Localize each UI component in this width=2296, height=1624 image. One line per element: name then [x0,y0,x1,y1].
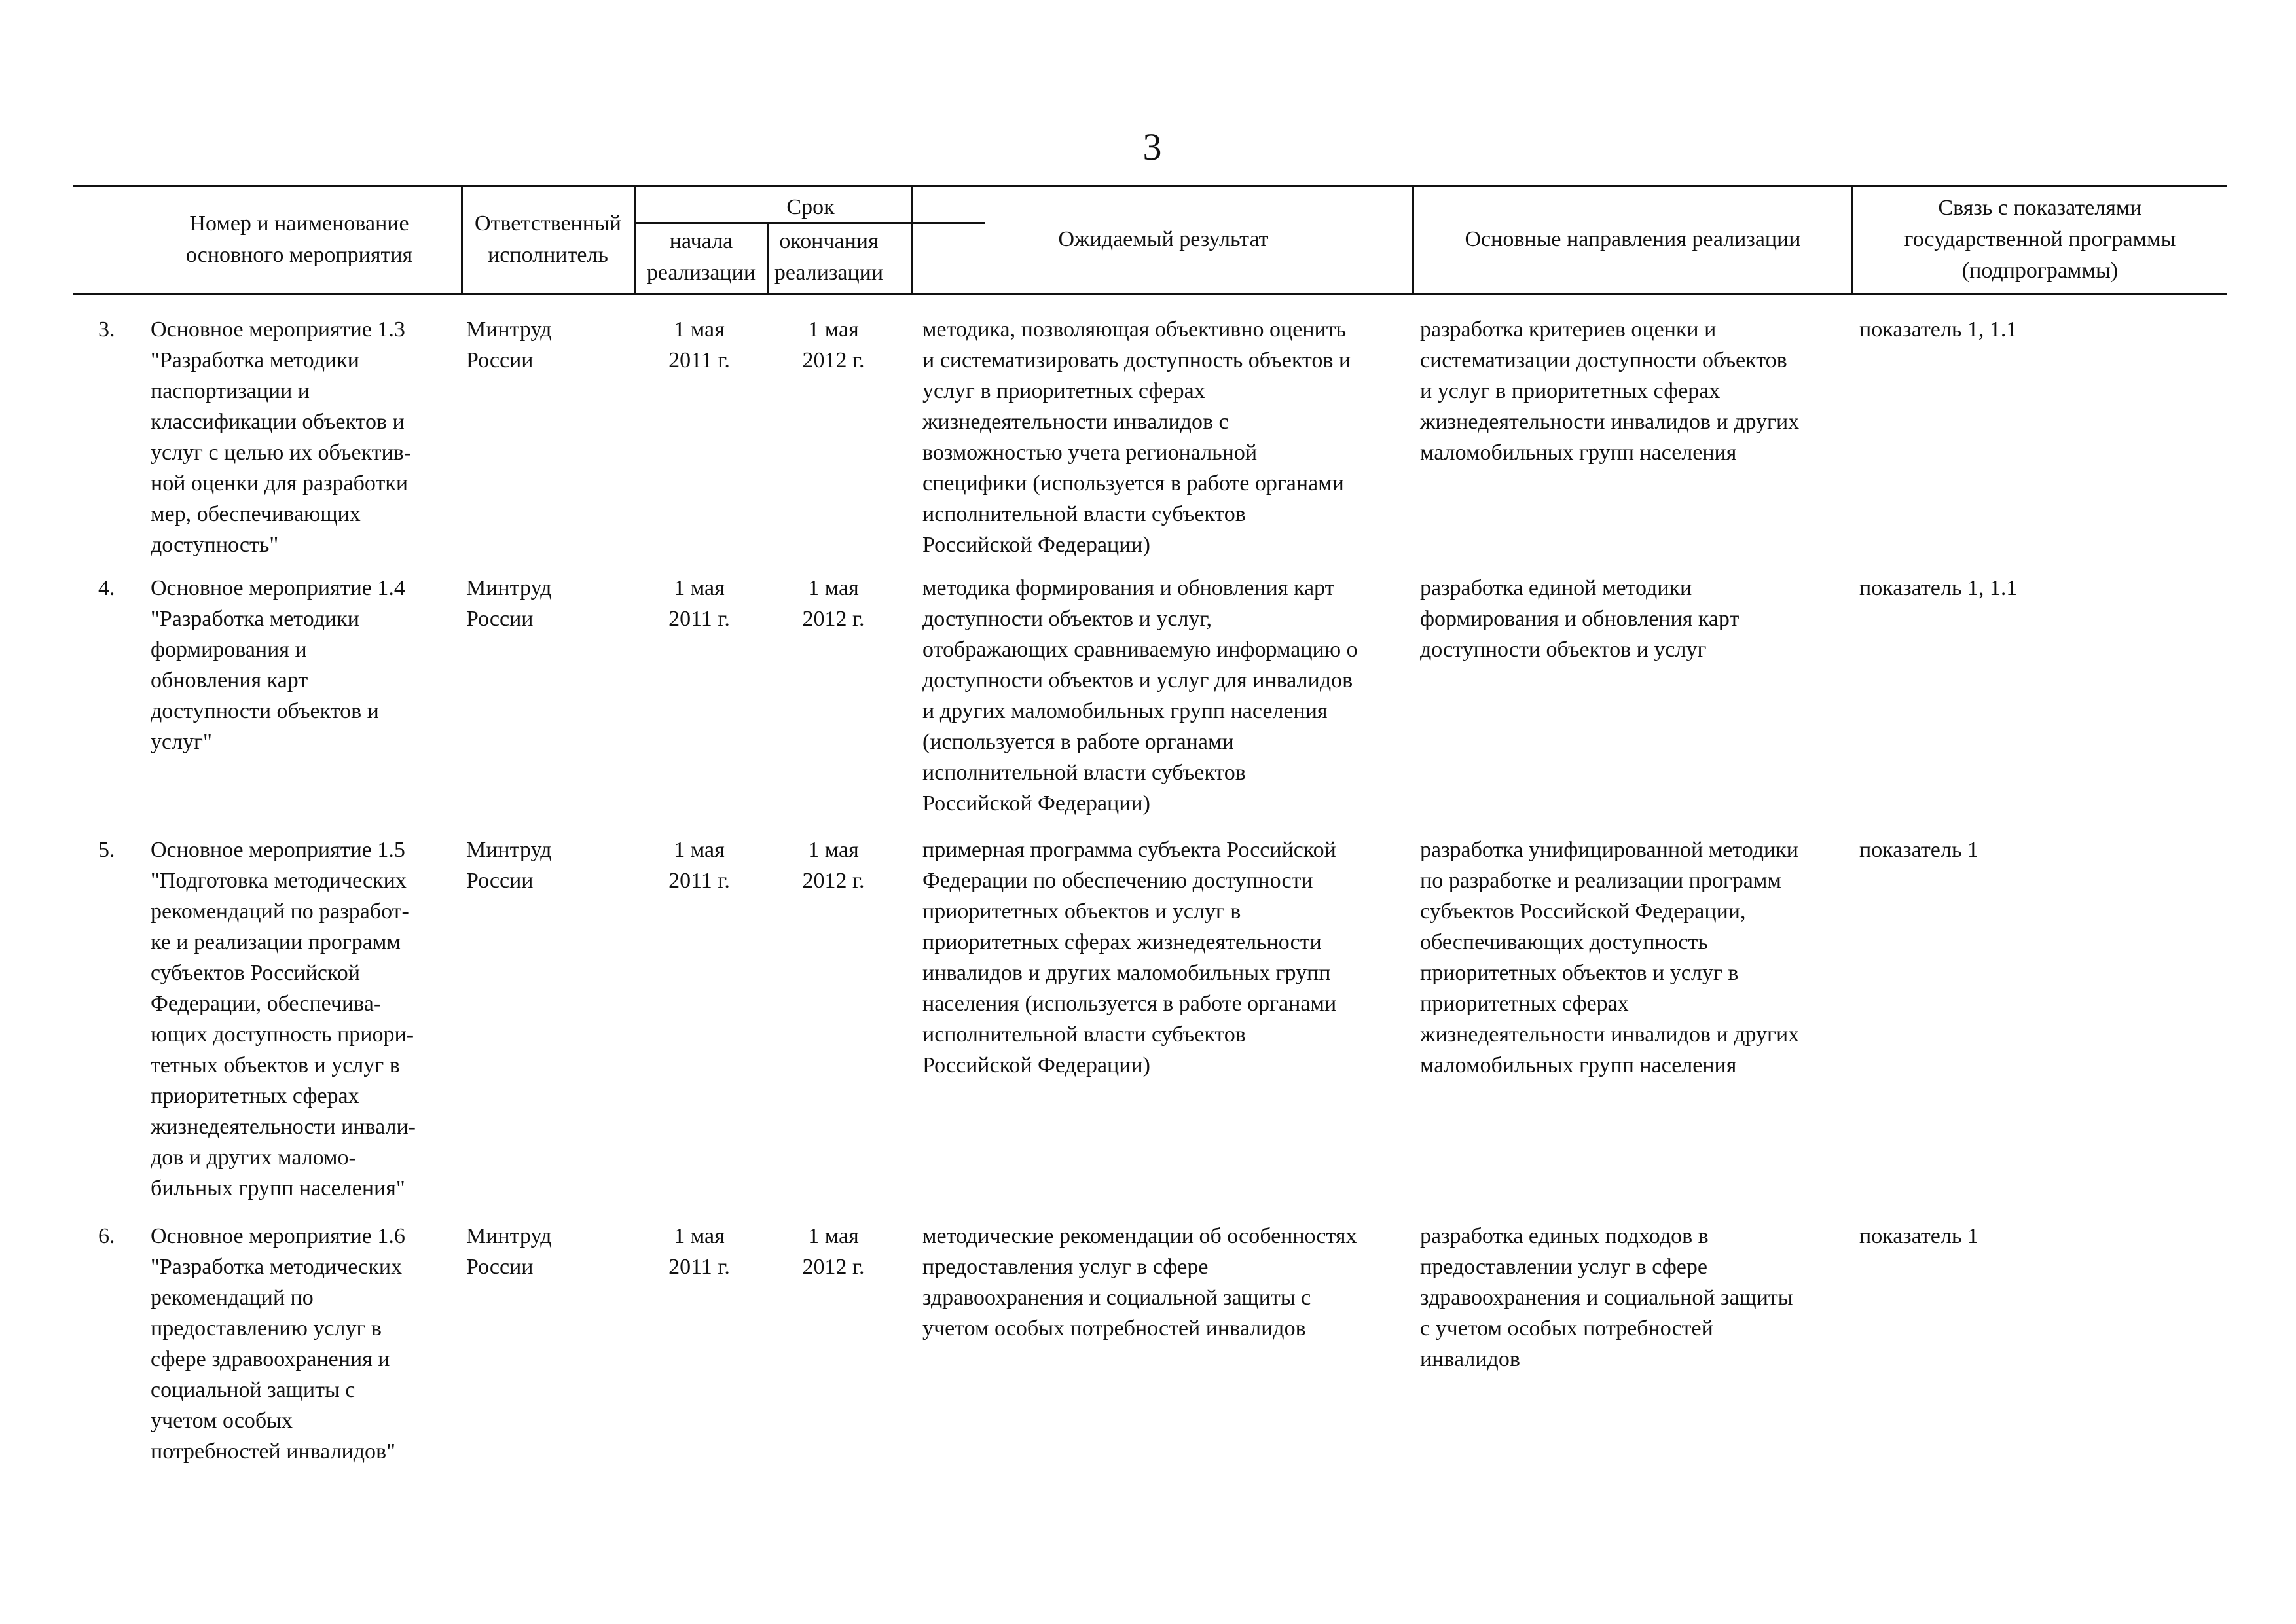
expected-result-line: услуг в приоритетных сферах [922,379,1205,403]
activity-name-line: Основное мероприятие 1.6 [151,1224,405,1248]
directions-line: приоритетных сферах [1420,992,1629,1016]
expected-result-line: жизнедеятельности инвалидов с [922,410,1229,434]
row-number: 6. [98,1224,115,1248]
expected-result-line: специфики (используется в работе органами [922,471,1344,496]
activity-name-line: "Разработка методики [151,348,359,372]
end-date-line: 2012 г. [802,607,865,631]
header-start-line: начала [669,229,733,253]
expected-result-line: методика формирования и обновления карт [922,576,1335,600]
directions-line: формирования и обновления карт [1420,607,1740,631]
header-indicators-line: Связь с показателями [1938,196,2142,220]
activity-name-line: сфере здравоохранения и [151,1347,390,1371]
activity-name-line: "Разработка методики [151,607,359,631]
activity-name-line: дов и других маломо- [151,1146,356,1170]
start-date-line: 2011 г. [668,869,730,893]
activity-name-line: паспортизации и [151,379,310,403]
executor-line: России [466,607,534,631]
activity-name-line: обновления карт [151,668,308,693]
start-date [638,835,761,896]
expected-result [922,573,1408,819]
program-indicators: показатель 1, 1.1 [1859,317,2018,342]
implementation-directions [1420,835,1851,1081]
activity-name-line: Основное мероприятие 1.4 [151,576,405,600]
expected-result [922,314,1408,560]
header-divider [767,222,769,293]
program-indicators: показатель 1 [1859,1224,1978,1248]
implementation-directions [1420,1221,1851,1375]
start-date [638,573,761,634]
activity-name-line: ной оценки для разработки [151,471,409,496]
end-date-line: 1 мая [808,317,859,342]
program-indicators: показатель 1 [1859,838,1978,862]
directions-line: разработка единых подходов в [1420,1224,1709,1248]
implementation-directions [1420,314,1851,468]
header-term: Срок [786,195,835,219]
header-executor [463,187,633,293]
activity-name-line: формирования и [151,638,307,662]
activity-name-line: приоритетных сферах [151,1084,359,1108]
expected-result-line: населения (используется в работе органами [922,992,1337,1016]
page-number: 3 [1142,126,1162,168]
activity-name-line: "Разработка методических [151,1255,403,1279]
expected-result-line: примерная программа субъекта Российской [922,838,1336,862]
directions-line: разработка единой методики [1420,576,1692,600]
responsible-executor [466,1221,597,1282]
expected-result-line: исполнительной власти субъектов [922,1022,1246,1047]
activity-name-line: социальной защиты с [151,1378,355,1402]
start-date-line: 2011 г. [668,348,730,372]
start-date-line: 1 мая [674,838,725,862]
expected-result-line: предоставления услуг в сфере [922,1255,1209,1279]
expected-result-line: Российской Федерации) [922,1053,1150,1077]
end-date [773,835,894,896]
directions-line: маломобильных групп населения [1420,441,1737,465]
start-date-line: 1 мая [674,576,725,600]
header-start [636,226,766,289]
expected-result-line: доступности объектов и услуг для инвалидов [922,668,1353,693]
directions-line: жизнедеятельности инвалидов и других [1420,1022,1800,1047]
activity-name-line: услуг с целью их объектив- [151,441,412,465]
directions-line: доступности объектов и услуг [1420,638,1707,662]
expected-result-line: инвалидов и других маломобильных групп [922,961,1331,985]
activity-name [151,1221,452,1467]
header-divider [634,187,636,293]
directions-line: разработка унифицированной методики [1420,838,1798,862]
directions-line: с учетом особых потребностей [1420,1316,1713,1341]
header-name [132,187,466,293]
directions-line: по разработке и реализации программ [1420,869,1781,893]
executor-line: России [466,1255,534,1279]
header-name-line: Номер и наименование [189,211,409,236]
expected-result-line: Федерации по обеспечению доступности [922,869,1313,893]
expected-result-line: и систематизировать доступность объектов и [922,348,1351,372]
header-indicators-line: государственной программы [1904,227,2176,251]
end-date [773,314,894,376]
activity-name-line: ющих доступность приори- [151,1022,414,1047]
end-date-line: 2012 г. [802,1255,865,1279]
activity-name-line: бильных групп населения" [151,1176,405,1200]
start-date [638,314,761,376]
expected-result-line: Российской Федерации) [922,533,1150,557]
activity-name-line: жизнедеятельности инвали- [151,1115,416,1139]
end-date [773,1221,894,1282]
directions-line: обеспечивающих доступность [1420,930,1708,954]
expected-result-line: исполнительной власти субъектов [922,502,1246,526]
activity-name-line: классификации объектов и [151,410,405,434]
directions-line: систематизации доступности объектов [1420,348,1787,372]
header-executor-line: исполнитель [488,243,608,267]
end-date-line: 2012 г. [802,348,865,372]
implementation-directions [1420,573,1851,665]
expected-result-line: и других маломобильных групп населения [922,699,1328,723]
directions-line: здравоохранения и социальной защиты [1420,1286,1793,1310]
expected-result [922,1221,1408,1344]
expected-result-line: отображающих сравниваемую информацию о [922,638,1358,662]
expected-result-line: учетом особых потребностей инвалидов [922,1316,1306,1341]
activity-name-line: Федерации, обеспечива- [151,992,382,1016]
expected-result-line: здравоохранения и социальной защиты с [922,1286,1311,1310]
activity-name-line: услуг" [151,730,212,754]
end-date [773,573,894,634]
responsible-executor [466,573,597,634]
activity-name-line: рекомендаций по разработ- [151,899,409,924]
expected-result-line: методические рекомендации об особенностях [922,1224,1357,1248]
header-directions: Основные направления реализации [1465,227,1801,251]
end-date-line: 1 мая [808,576,859,600]
directions-line: разработка критериев оценки и [1420,317,1717,342]
executor-line: России [466,348,534,372]
directions-line: предоставлении услуг в сфере [1420,1255,1707,1279]
row-number: 3. [98,317,115,342]
activity-name-line: учетом особых [151,1409,293,1433]
activity-name-line: субъектов Российской [151,961,360,985]
header-start-line: реализации [646,261,756,285]
header-end-line: реализации [774,261,884,285]
activity-name-line: Основное мероприятие 1.3 [151,317,405,342]
directions-line: маломобильных групп населения [1420,1053,1737,1077]
header-executor-line: Ответственный [475,211,621,236]
activity-name-line: "Подготовка методических [151,869,407,893]
header-divider [1412,187,1414,293]
executor-line: Минтруд [466,838,552,862]
executor-line: России [466,869,534,893]
end-date-line: 1 мая [808,838,859,862]
header-indicators [1853,187,2227,293]
header-result: Ожидаемый результат [1058,227,1269,251]
executor-line: Минтруд [466,1224,552,1248]
activity-name-line: доступность" [151,533,279,557]
start-date-line: 2011 г. [668,1255,730,1279]
start-date-line: 2011 г. [668,607,730,631]
row-number: 5. [98,838,115,862]
expected-result [922,835,1408,1081]
expected-result-line: исполнительной власти субъектов [922,761,1246,785]
activity-name-line: тетных объектов и услуг в [151,1053,400,1077]
header-divider [911,187,913,293]
activity-name [151,835,452,1204]
executor-line: Минтруд [466,576,552,600]
activity-name-line: предоставлению услуг в [151,1316,382,1341]
header-divider [1851,187,1853,293]
start-date [638,1221,761,1282]
activity-name [151,314,452,560]
activity-name [151,573,452,757]
end-date-line: 1 мая [808,1224,859,1248]
responsible-executor [466,314,597,376]
directions-line: приоритетных объектов и услуг в [1420,961,1739,985]
executor-line: Минтруд [466,317,552,342]
header-end-line: окончания [779,229,879,253]
directions-line: инвалидов [1420,1347,1520,1371]
activity-name-line: доступности объектов и [151,699,379,723]
responsible-executor [466,835,597,896]
start-date-line: 1 мая [674,317,725,342]
activity-name-line: мер, обеспечивающих [151,502,361,526]
row-number: 4. [98,576,115,600]
expected-result-line: Российской Федерации) [922,791,1150,816]
expected-result-line: (используется в работе органами [922,730,1234,754]
header-indicators-line: (подпрограммы) [1961,259,2119,283]
expected-result-line: доступности объектов и услуг, [922,607,1212,631]
expected-result-line: приоритетных объектов и услуг в [922,899,1241,924]
program-indicators: показатель 1, 1.1 [1859,576,2018,600]
directions-line: жизнедеятельности инвалидов и других [1420,410,1800,434]
activity-name-line: рекомендаций по [151,1286,314,1310]
activity-name-line: Основное мероприятие 1.5 [151,838,405,862]
start-date-line: 1 мая [674,1224,725,1248]
directions-line: и услуг в приоритетных сферах [1420,379,1721,403]
expected-result-line: возможностью учета региональной [922,441,1258,465]
table-header [73,185,2227,295]
activity-name-line: потребностей инвалидов" [151,1439,395,1464]
expected-result-line: методика, позволяющая объективно оценить [922,317,1347,342]
end-date-line: 2012 г. [802,869,865,893]
directions-line: субъектов Российской Федерации, [1420,899,1746,924]
expected-result-line: приоритетных сферах жизнедеятельности [922,930,1322,954]
activity-name-line: ке и реализации программ [151,930,401,954]
header-name-line: основного мероприятия [185,243,413,267]
